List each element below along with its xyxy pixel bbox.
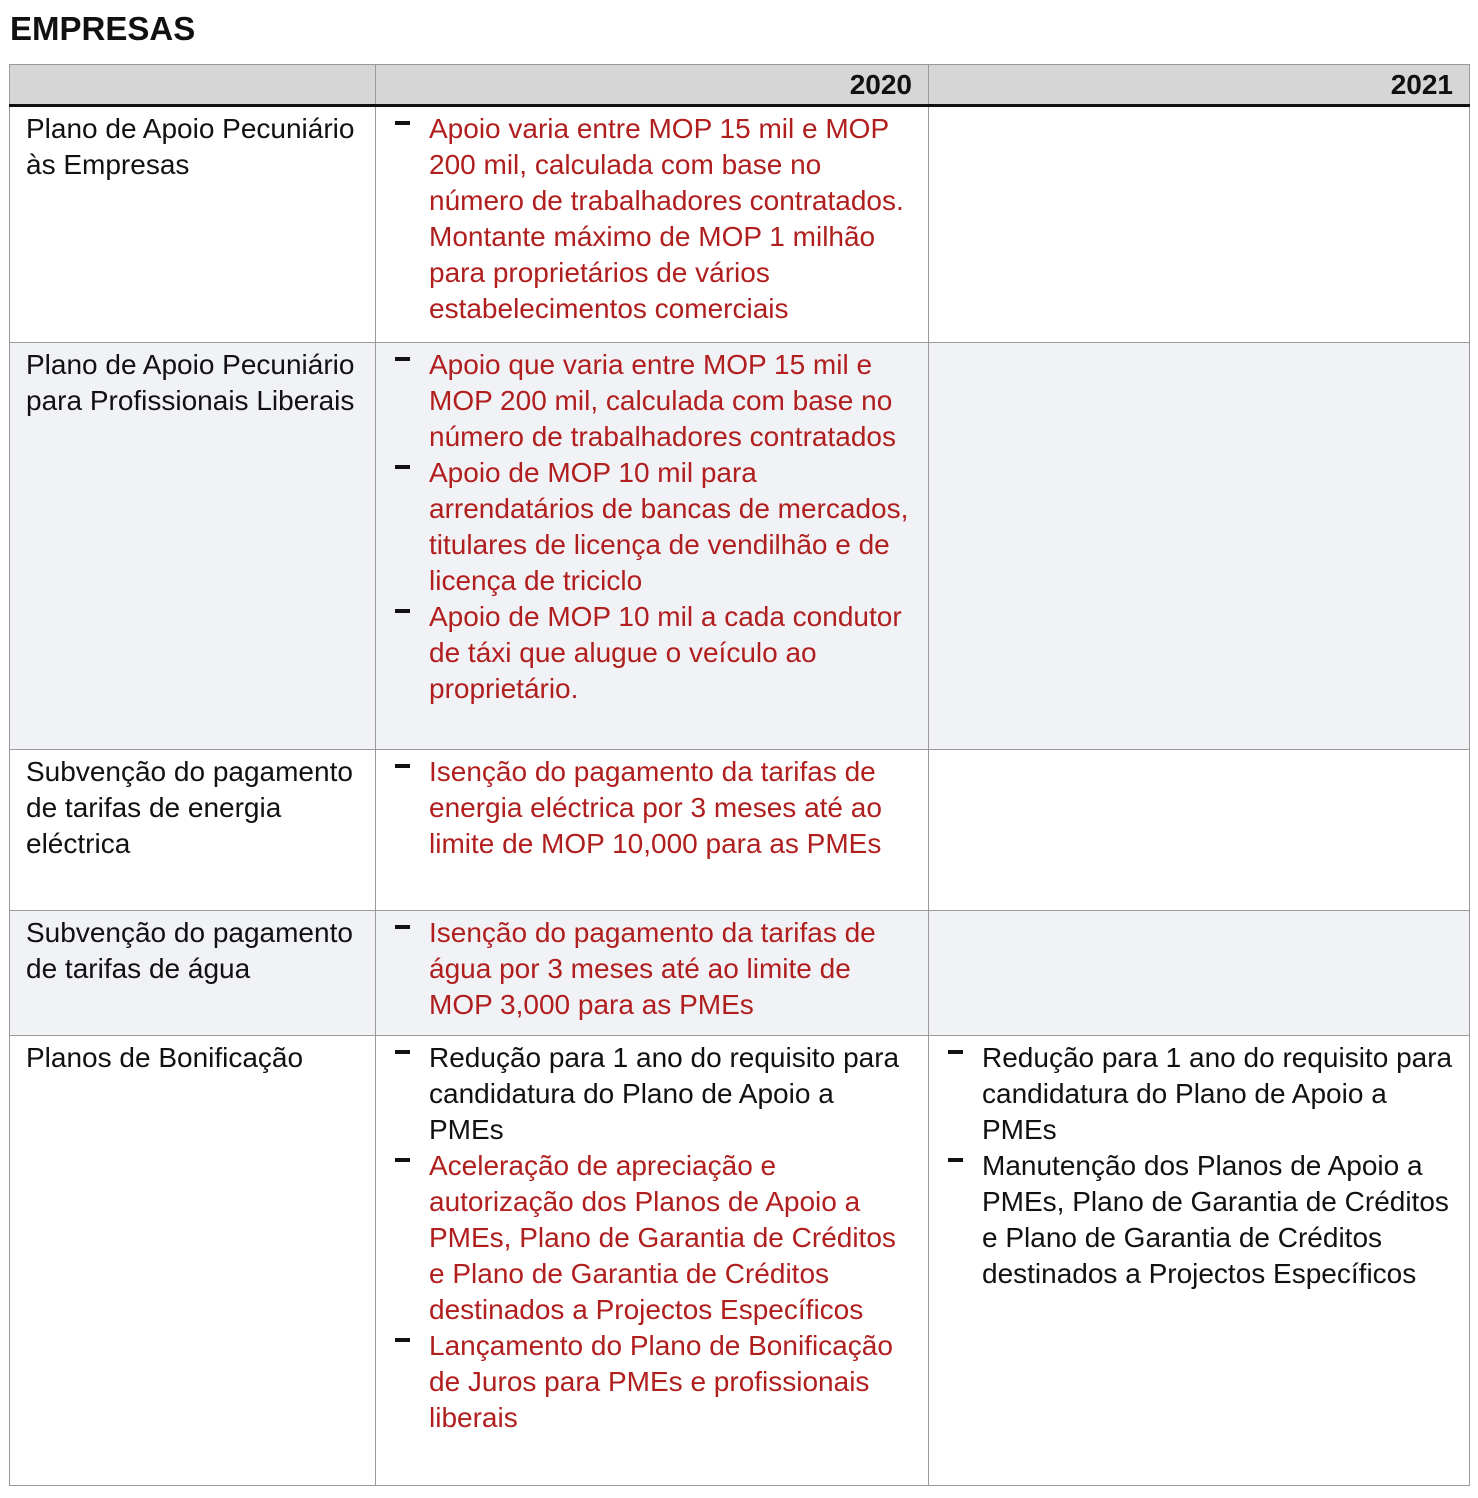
cell-2020 [376,106,929,343]
dash-bullet-icon [395,121,410,125]
dash-bullet-icon [395,609,410,613]
cell-2020 [376,750,929,911]
table-row [10,750,1470,911]
cell-2020 [376,911,929,1036]
table-row [10,343,1470,750]
table-row [10,1036,1470,1486]
list-item: Redução para 1 ano do requisito para candidatura do Plano de Apoio a PMEs [945,1040,1453,1148]
dash-bullet-icon [948,1158,963,1162]
header-measure [10,65,376,106]
row-label: Plano de Apoio Pecuniário às Empresas [10,106,376,343]
page-title: EMPRESAS [10,10,196,47]
list-item: Apoio que varia entre MOP 15 mil e MOP 200 mil, calculada com base no número de trabalhadores contratados [392,347,912,455]
dash-bullet-icon [395,925,410,929]
list-item: Isenção do pagamento da tarifas de energia eléctrica por 3 meses até ao limite de MOP 10,000 para as PMEs [392,754,912,862]
list-item: Apoio varia entre MOP 15 mil e MOP 200 mil, calculada com base no número de trabalhadores contratados. Montante máximo de MOP 1 milhão para proprietários de vários estabelecimentos comerciais [392,111,912,327]
dash-bullet-icon [395,465,410,469]
table-row [10,106,1470,343]
table-header-row [10,65,1470,106]
header-2021: 2021 [929,65,1470,106]
list-item: Manutenção dos Planos de Apoio a PMEs, Plano de Garantia de Créditos e Plano de Garantia de Créditos destinados a Projectos Específicos [945,1148,1453,1292]
cell-2020 [376,1036,929,1486]
list-item: Apoio de MOP 10 mil a cada condutor de táxi que alugue o veículo ao proprietário. [392,599,912,707]
row-label: Subvenção do pagamento de tarifas de energia eléctrica [10,750,376,911]
dash-bullet-icon [395,357,410,361]
dash-bullet-icon [395,1050,410,1054]
bullet-list [945,1040,1453,1292]
row-label: Subvenção do pagamento de tarifas de água [10,911,376,1036]
list-item: Isenção do pagamento da tarifas de água por 3 meses até ao limite de MOP 3,000 para as PMEs [392,915,912,1023]
list-item: Redução para 1 ano do requisito para candidatura do Plano de Apoio a PMEs [392,1040,912,1148]
table-row [10,911,1470,1036]
cell-2021 [929,750,1470,911]
dash-bullet-icon [395,1338,410,1342]
bullet-list [392,1040,912,1436]
support-measures-table [9,64,1470,1486]
header-2020: 2020 [376,65,929,106]
cell-2021 [929,1036,1470,1486]
list-item: Apoio de MOP 10 mil para arrendatários de bancas de mercados, titulares de licença de vendilhão e de licença de triciclo [392,455,912,599]
dash-bullet-icon [948,1050,963,1054]
cell-2020 [376,343,929,750]
list-item: Aceleração de apreciação e autorização dos Planos de Apoio a PMEs, Plano de Garantia de Créditos e Plano de Garantia de Créditos destinados a Projectos Específicos [392,1148,912,1328]
row-label: Planos de Bonificação [10,1036,376,1486]
row-label: Plano de Apoio Pecuniário para Profissionais Liberais [10,343,376,750]
cell-2021 [929,106,1470,343]
dash-bullet-icon [395,1158,410,1162]
dash-bullet-icon [395,764,410,768]
cell-2021 [929,343,1470,750]
list-item: Lançamento do Plano de Bonificação de Juros para PMEs e profissionais liberais [392,1328,912,1436]
cell-2021 [929,911,1470,1036]
bullet-list [392,754,912,862]
bullet-list [392,915,912,1023]
bullet-list [392,111,912,327]
bullet-list [392,347,912,707]
